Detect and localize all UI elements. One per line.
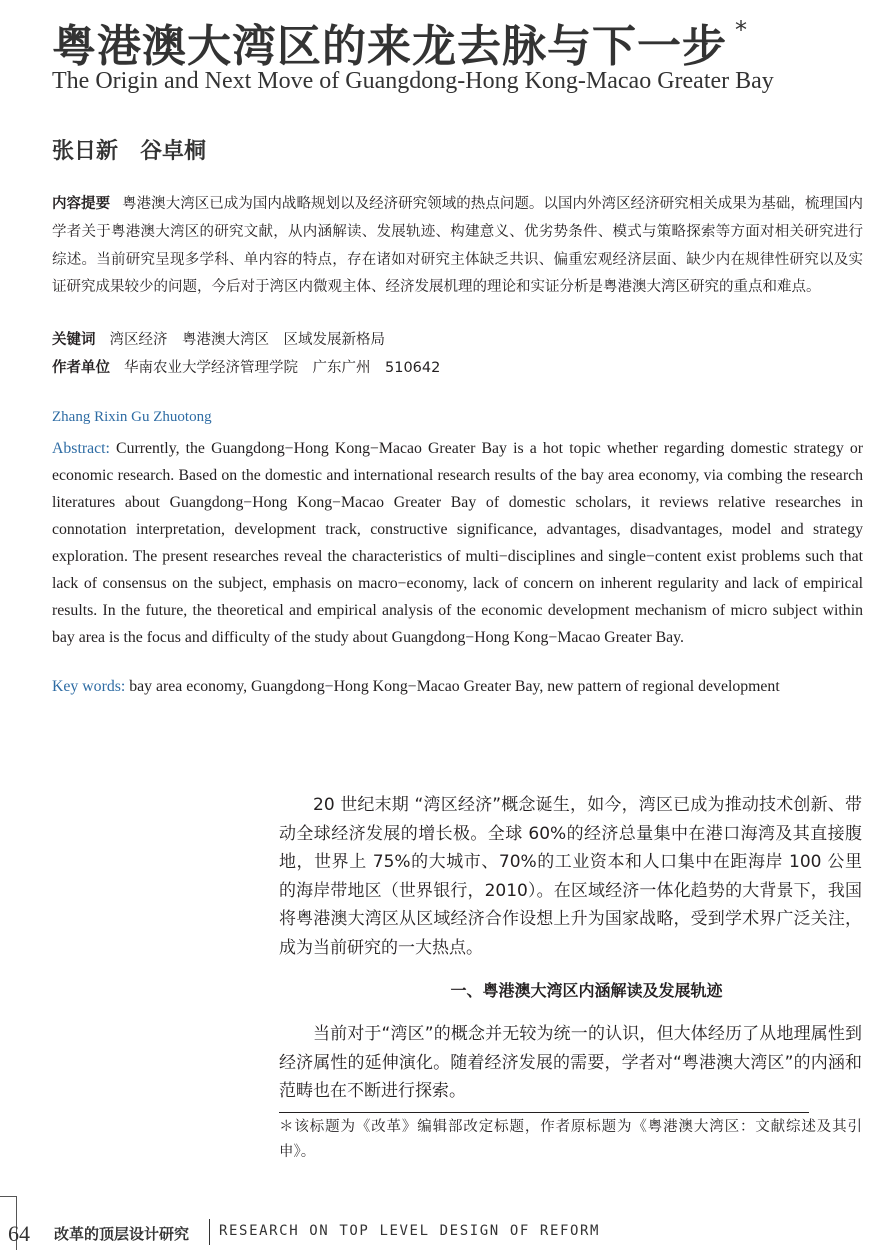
footnote: ＊该标题为《改革》编辑部改定标题，作者原标题为《粤港澳大湾区：文献综述及其引申》。 [279, 1119, 862, 1160]
page-corner-rule-horizontal [0, 1196, 17, 1197]
keywords-en-label: Key words: [52, 678, 126, 695]
footnote-divider [279, 1112, 809, 1113]
page-number: 64 [8, 1221, 30, 1246]
article-title-cn: 粤港澳大湾区的来龙去脉与下一步 * [52, 16, 748, 72]
footer-separator [209, 1219, 210, 1245]
abstract-cn [52, 191, 863, 302]
authors-cn: 张日新 谷卓桐 [52, 139, 207, 164]
authors-en: Zhang Rixin Gu Zhuotong [52, 409, 212, 425]
abstract-en-text: Currently, the Guangdong−Hong Kong−Macao Greater Bay is a hot topic whether regarding domestic strategy or economic research. Based on the domestic and international research results of the bay area economy, via combing the research literatures about Guangdong−Hong Kong−Macao Greater Bay of domestic scholars, it reviews relative researches in connotation interpretation, development track, constructive significance, advantages, disadvantages, model and strategy exploration. The present researches reveal the characteristics of multi−disciplines and single−content exist problems such that lack of consensus on the subject, emphasis on macro−economy, lack of concern on inherent regularity and lack of empirical results. In the future, the theoretical and empirical analysis of the economic development mechanism of micro subject within bay area is the focus and difficulty of the study about Guangdong−Hong Kong−Macao Greater Bay. [52, 440, 864, 646]
section-heading-1: 一、粤港澳大湾区内涵解读及发展轨迹 [450, 981, 723, 1000]
title-footnote-marker: * [735, 16, 748, 44]
abstract-cn-label: 内容提要 [52, 196, 111, 212]
keywords-en [52, 678, 780, 696]
body-paragraph-2: 当前对于“湾区”的概念并无较为统一的认识，但大体经历了从地理属性到经济属性的延伸演化。随着经济发展的需要，学者对“粤港澳大湾区”的内涵和范畴也在不断进行探索。 [279, 1024, 862, 1101]
affiliation-cn-text: 华南农业大学经济管理学院 广东广州 510642 [124, 360, 441, 376]
affiliation-cn-label: 作者单位 [52, 360, 110, 376]
article-title-en: The Origin and Next Move of Guangdong-Hong Kong-Macao Greater Bay [52, 68, 774, 94]
abstract-en-label: Abstract: [52, 440, 110, 457]
keywords-cn-label: 关键词 [52, 332, 96, 348]
abstract-en [52, 435, 863, 651]
journal-name-cn: 改革的顶层设计研究 [54, 1225, 190, 1243]
journal-name-en: RESEARCH ON TOP LEVEL DESIGN OF REFORM [219, 1223, 601, 1239]
keywords-cn [52, 328, 385, 349]
body-paragraph-1: 20 世纪末期 “湾区经济”概念诞生，如今，湾区已成为推动技术创新、带动全球经济发展的增长极。全球 60%的经济总量集中在港口海湾及其直接腹地，世界上 75%的大城市、70%的工业资本和人口集中在距海岸 100 公里的海岸带地区（世界银行，2010）。在区域经济一体化趋势的大背景下，我国将粤港澳大湾区从区域经济合作设想上升为国家战略，受到学术界广泛关注，成为当前研究的一大热点。 [279, 795, 862, 958]
abstract-cn-text: 粤港澳大湾区已成为国内战略规划以及经济研究领域的热点问题。以国内外湾区经济研究相关成果为基础，梳理国内学者关于粤港澳大湾区的研究文献，从内涵解读、发展轨迹、构建意义、优劣势条件、模式与策略探索等方面对相关研究进行综述。当前研究呈现多学科、单内容的特点，存在诸如对研究主体缺乏共识、偏重宏观经济层面、缺少内在规律性研究以及实证研究成果较少的问题，今后对于湾区内微观主体、经济发展机理的理论和实证分析是粤港澳大湾区研究的重点和难点。 [52, 196, 864, 296]
affiliation-cn [52, 356, 440, 377]
keywords-en-text: bay area economy, Guangdong−Hong Kong−Macao Greater Bay, new pattern of regional development [129, 678, 780, 695]
keywords-cn-text: 湾区经济 粤港澳大湾区 区域发展新格局 [109, 332, 385, 348]
